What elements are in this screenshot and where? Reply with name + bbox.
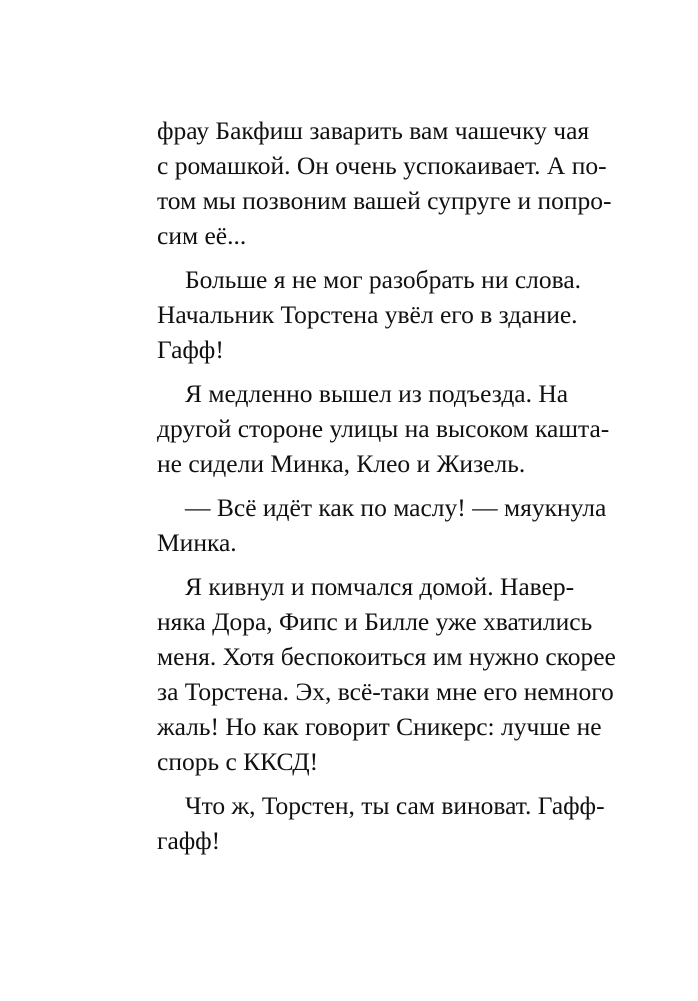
text-line: Я кивнул и помчался домой. Навер-: [185, 572, 575, 601]
text-line: другой стороне улицы на высоком кашта-: [157, 414, 610, 443]
page-text: [157, 113, 616, 858]
paragraph-5: [157, 569, 616, 779]
text-line: Что ж, Торстен, ты сам виноват. Гафф-: [185, 791, 605, 820]
text-line: жаль! Но как говорит Сникерс: лучше не: [157, 712, 602, 741]
paragraph-6: [157, 788, 605, 858]
paragraph-gap: [157, 481, 552, 490]
text-line: сим её...: [157, 221, 247, 250]
paragraph-3: [157, 376, 610, 481]
text-line: не сидели Минка, Клео и Жизель.: [157, 449, 526, 478]
text-line: фрау Бакфиш заварить вам чашечку чая: [157, 116, 590, 145]
text-line: — Всё идёт как по маслу! — мяукнула: [185, 493, 607, 522]
text-line: Гафф!: [157, 335, 224, 364]
text-line: Я медленно вышел из подъезда. На: [185, 379, 569, 408]
paragraph-gap: [157, 560, 552, 569]
paragraph-gap: [157, 779, 552, 788]
paragraph-gap: [157, 253, 552, 262]
text-line: меня. Хотя беспокоиться им нужно скорее: [157, 642, 616, 671]
paragraph-2: [157, 262, 582, 367]
text-line: с ромашкой. Он очень успокаивает. А по-: [157, 151, 607, 180]
text-line: за Торстена. Эх, всё-таки мне его немного: [157, 677, 614, 706]
text-line: няка Дора, Фипс и Билле уже хватились: [157, 607, 593, 636]
text-line: спорь с ККСД!: [157, 747, 319, 776]
paragraph-4: [157, 490, 607, 560]
text-line: Минка.: [157, 528, 237, 557]
text-line: Больше я не мог разобрать ни слова.: [185, 265, 582, 294]
paragraph-gap: [157, 367, 552, 376]
text-line: гафф!: [157, 826, 221, 855]
paragraph-1: [157, 113, 612, 253]
text-line: том мы позвоним вашей супруге и попро-: [157, 186, 612, 215]
text-line: Начальник Торстена увёл его в здание.: [157, 300, 578, 329]
